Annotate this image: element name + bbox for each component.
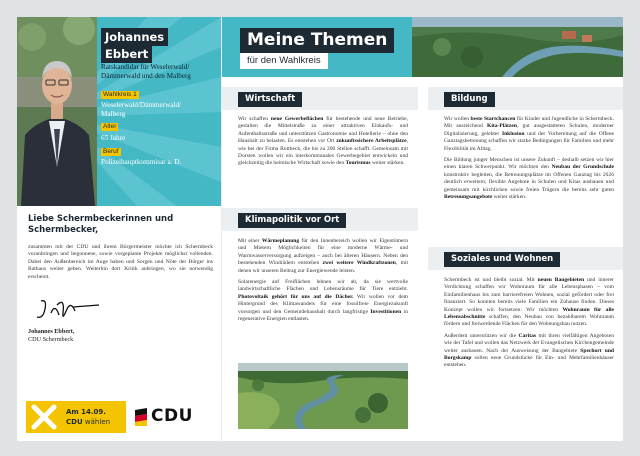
flyer-page (17, 17, 623, 441)
handwritten-signature (33, 295, 103, 325)
candidate-last-name: Ebbert (101, 45, 152, 63)
vote-call (66, 418, 110, 426)
vote-badge (26, 401, 126, 433)
river-landscape-photo (238, 363, 408, 429)
vote-verb: wählen (84, 418, 111, 426)
themes-subtitle: für den Wahlkreis (240, 53, 328, 69)
vote-date: Am 14.09. (66, 408, 106, 416)
district-line1: Weselerwald/Dämmerwald/ (101, 101, 182, 109)
greeting-title-line1: Liebe Schermbeckerinnen und (28, 214, 174, 224)
age-label: Alter (103, 123, 117, 130)
greeting-title (28, 214, 213, 236)
greeting-body: zusammen mit der CDU und ihrem Bürgermeister möchte ich Schermbeck voranbringen und begonnene, sowie vorgeplante Projekte möglichst vollenden. Dabei den Außenbereich im Auge haben und Sorgen und Nöte der Bürger ins Rathaus weiter geben. Weiterhin dort Kritik anbringen, wo sie notwendig erscheint. (28, 244, 213, 280)
cdu-flag-icon (133, 408, 149, 426)
greeting-title-line2: Schermbecker, (28, 225, 99, 235)
candidate-hero (17, 17, 221, 206)
town-aerial-photo (412, 17, 623, 77)
klima-heading: Klimapolitik vor Ort (238, 213, 346, 228)
age-value: 65 Jahre (101, 134, 126, 142)
candidate-photo (17, 17, 97, 206)
cdu-logo (133, 405, 213, 429)
bildung-text: Wir wollen beste Startchancen für Kinder und Jugendliche in Schermbeck. Mit ausreichend Kita-Plätzen, gut ausgestatteten Schulen, moderner Digitalisierung, gelebter Inklusion und der Vorbereitung auf die Offene Ganztagsbetreuung schaffen wir starke Bedingungen für Familien und mehr Flexibilität im Alltag. Die Bildung junger Menschen ist unsere Zukunft – deshalb setzen wir hier einen klaren Schwerpunkt. Wir möchten den Neubau der Grundschule konstruktiv begleiten, die Betreuungsplätze im Offenen Ganztag bis 2026 deutlich erweitern, flexible Angebote in Schulen und Kitas ausbauen und gemeinsam mit kirchlichen sowie freien Trägern die bereits sehr guten Betreuungsangebote weiter stärken. (444, 116, 614, 201)
bildung-heading: Bildung (444, 92, 495, 107)
vote-party: CDU (66, 418, 83, 426)
candidate-panel (17, 17, 221, 441)
district-label: Wahlkreis 1 (103, 91, 137, 98)
candidate-title-line2: Dämmerwald und den Malberg (101, 72, 191, 80)
themes-title: Meine Themen (240, 28, 394, 53)
ballot-cross-icon (31, 404, 57, 430)
wirtschaft-heading: Wirtschaft (238, 92, 302, 107)
district-line2: Malberg (101, 110, 126, 118)
signer-name: Johannes Ebbert, (28, 328, 75, 335)
wirtschaft-text: Wir schaffen neue Gewerbeflächen für bestehende und neue Betriebe, gestalten die Mittelstraße zu einer attraktiven Einkaufs- und Aufenthaltsstraße und unterstützen Gastronomie und Hotellerie – ohne den Haushalt zu belasten. Es entstehen vor Ort zukunftssichere Arbeitsplätze, wie bei der Firma Rottbeck, die bis zu 200 Stellen schafft. Gemeinsam mit Dorsten wollen wir ein interkommunales Gewerbegebiet entwickeln und gleichzeitig die heimische Wirtschaft sowie den Tourismus weiter stärken. (238, 116, 408, 167)
klima-text: Mit einer Wärmeplanung für den Innenbereich wollen wir Eigentümern und Mietern Möglichkeiten für eine moderne Wärme- und Warmwasserversorgung aufzeigen – auch bei älteren Häusern. Neben den bestehenden Windrädern entstehen zwei weitere Windkraftzonen, mit denen wir unseren Beitrag zur Energiewende leisten. Solarenergie auf Freiflächen lehnen wir ab, da sie wertvolle landwirtschaftliche Flächen und Lebensräume für Tiere entzieht. Photovoltaik gehört für uns auf die Dächer. Wir wollen vor dem Hintergrund des Klimawandels für eine fossilfreie Energiezukunft vorsorgen und den Gemeindehaushalt durch langfristige Investitionen in regenerative Energien entlasten. (238, 238, 409, 323)
job-value: Polizeihauptkommisar a. D. (101, 158, 182, 166)
soziales-heading: Soziales und Wohnen (444, 252, 560, 267)
soziales-text: Schermbeck ist und bleibt sozial. Mit neuen Baugebieten und innerer Verdichtung schaffen wir Wohnraum für alle Lebensphasen – vom Einfamilienhaus bis zum barrierefreien Wohnen, sozial gefördert oder frei finanziert. So konnten bereits viele Familien ein Zuhause finden. Dieses Konzept wollen wir fortsetzen: Wir möchten Wohnraum für alle Lebensabschnitte schaffen, den Neubau von bezahlbarem Wohnraum fördern und freiwerdende Flächen für den Wohnungsbau nutzen. Außerdem unterstützen wir die Caritas mit ihren vielfältigen Angeboten wie der Tafel und wollen das Netzwerk der Evangelischen Kirchengemeinde weiter ausbauen. Nach der Ausweisung der Baugebiete Spechort und Borgskamp sollen neue Grundstücke für Ein- und Mehrfamilienhäuser entstehen. (444, 277, 615, 369)
signer (28, 328, 74, 343)
candidate-title-line1: Ratskandidat für Weselerwald/ (101, 63, 190, 71)
candidate-first-name: Johannes (101, 28, 168, 46)
cdu-logo-text: CDU (151, 406, 193, 426)
signer-org: CDU Schermbeck (28, 335, 74, 343)
job-label: Beruf (103, 148, 119, 155)
